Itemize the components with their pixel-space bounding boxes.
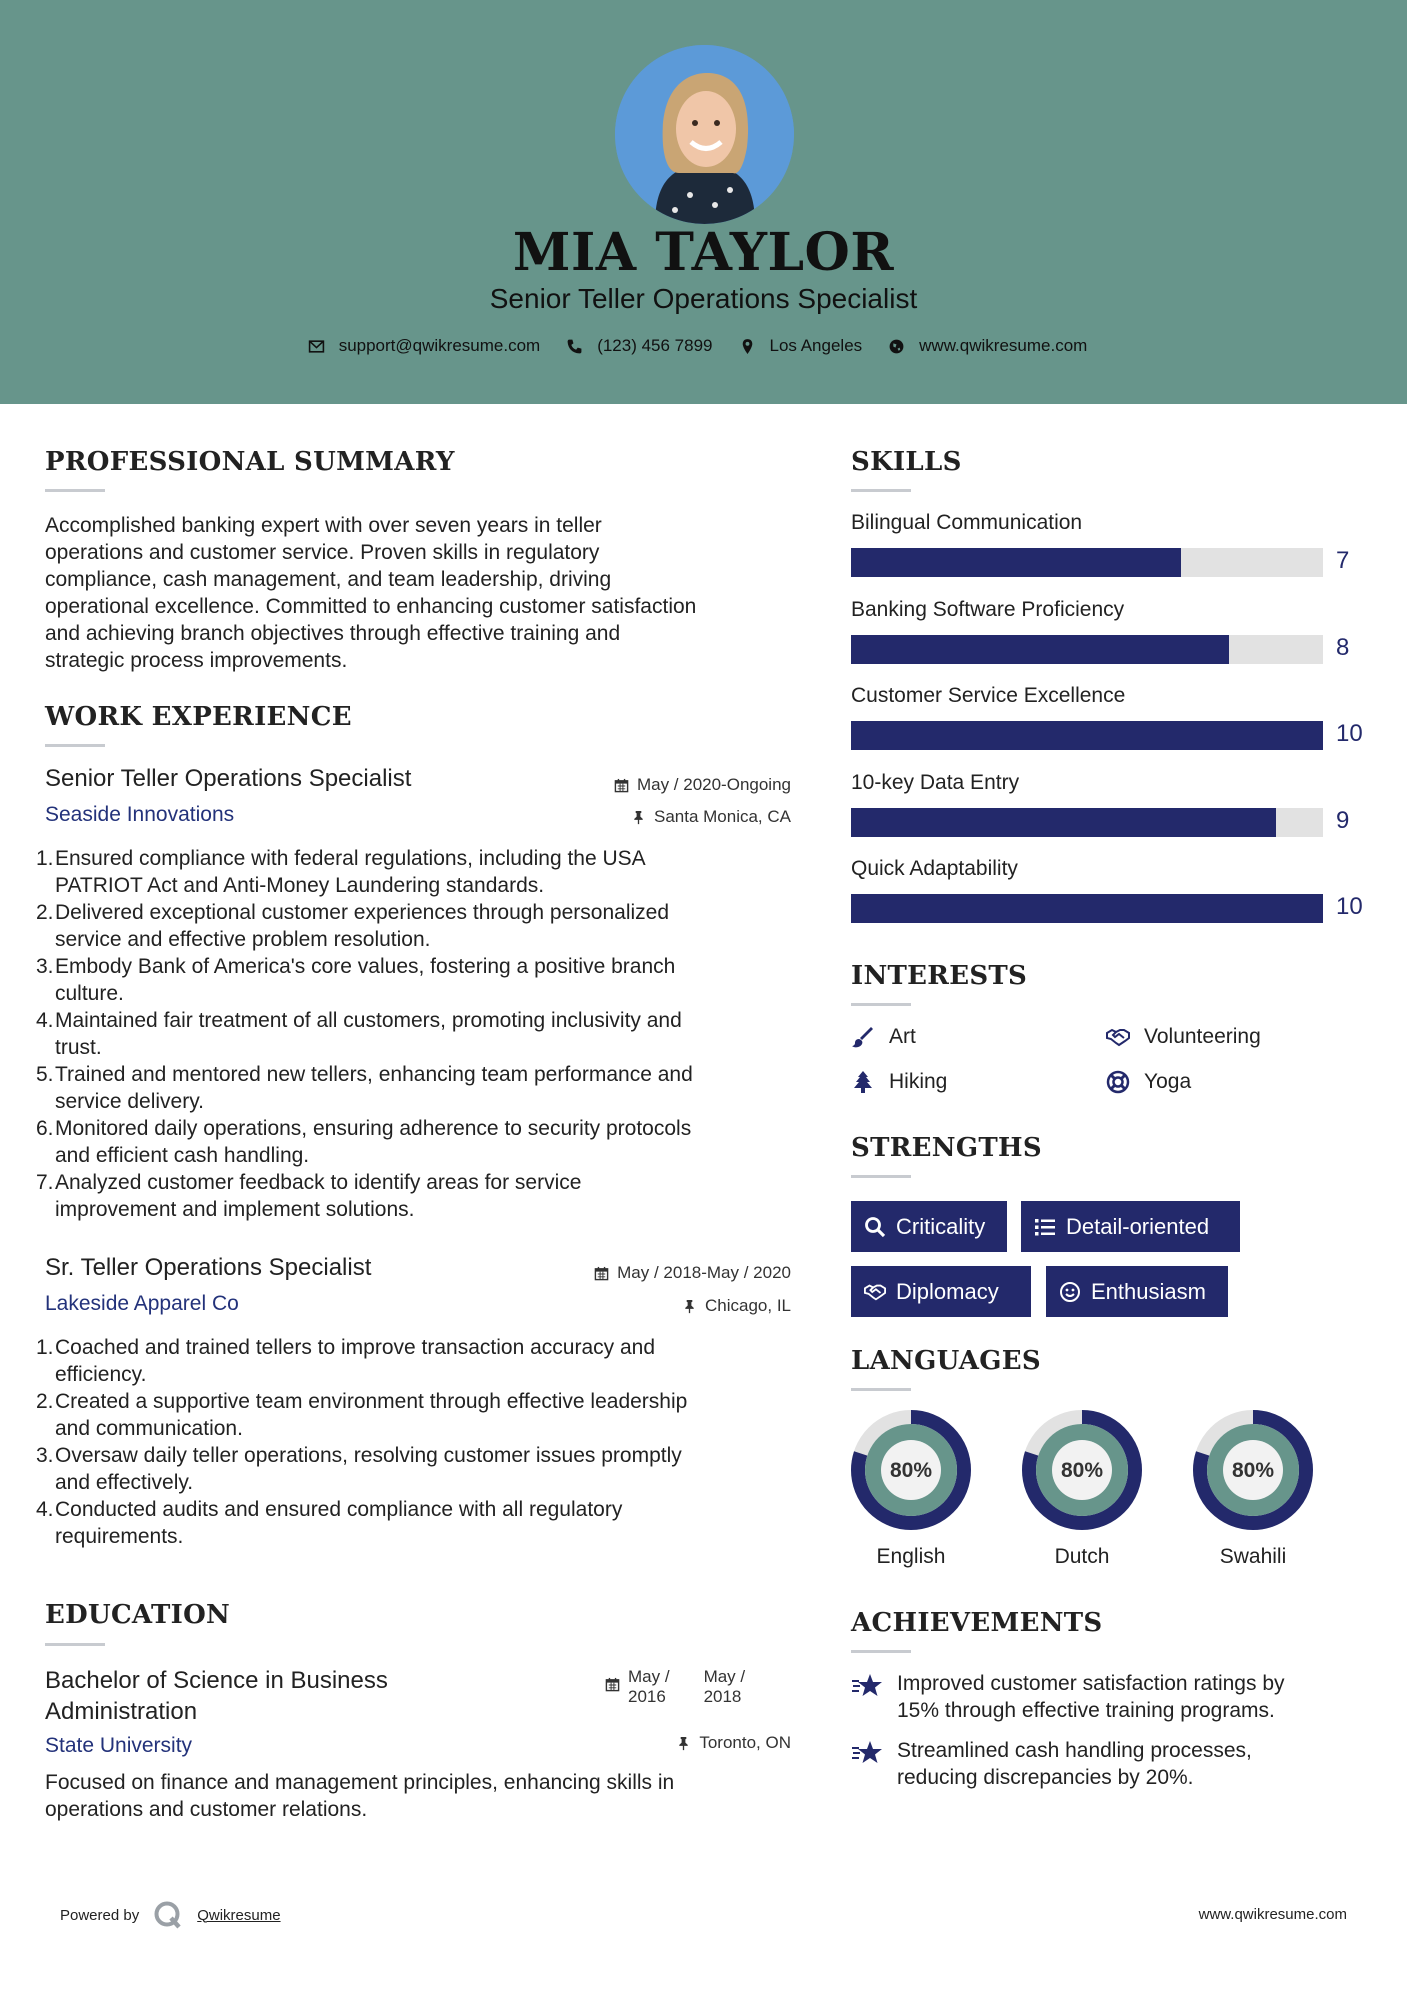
job-dates (614, 775, 791, 795)
skill-bar-fill (851, 721, 1323, 750)
language-name: English (876, 1545, 946, 1568)
list-icon (1034, 1216, 1056, 1238)
education-start: May / 2016 (628, 1667, 670, 1706)
website-text: www.qwikresume.com (919, 336, 1088, 355)
list-item: 3. Embody Bank of America's core values, fostering a positive branch culture. (36, 955, 676, 1005)
summary-line: operations and customer service. Proven skills in regulatory (45, 541, 600, 564)
phone-text: (123) 456 7899 (597, 336, 713, 355)
skill-bar-fill (851, 894, 1323, 923)
education-location (676, 1733, 791, 1753)
section-divider (45, 744, 105, 747)
education-end: May / 2018 (703, 1667, 746, 1706)
list-item: 1. Coached and trained tellers to improve transaction accuracy and efficiency. (36, 1336, 655, 1386)
summary-line: compliance, cash management, and team leadership, driving (45, 568, 612, 591)
achievement-text: Streamlined cash handling processes, reducing discrepancies by 20%. (897, 1739, 1252, 1789)
lifebuoy-icon (1106, 1070, 1130, 1094)
tree-icon (851, 1070, 875, 1094)
education-dates (605, 1667, 745, 1707)
list-item: 1. Ensured compliance with federal regulations, including the USA PATRIOT Act and Anti-Money Laundering standards. (36, 847, 646, 897)
map-pin-icon (739, 338, 756, 355)
language-progress-ring (1021, 1409, 1143, 1531)
skill-value: 7 (1336, 547, 1350, 574)
company-name: Seaside Innovations (45, 803, 235, 826)
school-name: State University (45, 1734, 193, 1757)
candidate-title: Senior Teller Operations Specialist (489, 283, 918, 314)
email-text: support@qwikresume.com (338, 336, 541, 355)
skills-heading: SKILLS (851, 447, 962, 477)
strength-tag-detail-oriented (1021, 1201, 1240, 1252)
calendar-icon (605, 1677, 620, 1692)
summary-heading: PROFESSIONAL SUMMARY (45, 447, 455, 477)
interest-item-art (851, 1025, 916, 1049)
company-name: Lakeside Apparel Co (45, 1292, 239, 1315)
star-icon (851, 1672, 883, 1700)
strength-label: Diplomacy (896, 1278, 999, 1304)
language-item (1021, 1409, 1143, 1569)
job-title: Senior Teller Operations Specialist (45, 765, 412, 792)
list-item: 4. Maintained fair treatment of all customers, promoting inclusivity and trust. (36, 1009, 682, 1059)
section-divider (45, 489, 105, 492)
skill-label: Quick Adaptability (851, 857, 1018, 880)
strength-label: Criticality (896, 1213, 986, 1239)
section-divider (851, 1003, 911, 1006)
job-bullets (36, 845, 806, 1223)
summary-line: Accomplished banking expert with over seven years in teller (45, 514, 602, 537)
summary-line: operational excellence. Committed to enhancing customer satisfaction (45, 595, 697, 618)
envelope-icon (308, 338, 325, 355)
contact-email[interactable] (308, 336, 541, 356)
skill-label: Bilingual Communication (851, 511, 1083, 534)
strengths-heading: STRENGTHS (851, 1133, 1042, 1163)
job-location-text: Chicago, IL (705, 1296, 791, 1315)
strength-tag-diplomacy (851, 1266, 1031, 1317)
language-name: Swahili (1219, 1545, 1287, 1568)
language-progress-ring (850, 1409, 972, 1531)
interest-item-yoga (1106, 1070, 1191, 1094)
language-name: Dutch (1054, 1545, 1110, 1568)
job-dates-text: May / 2020-Ongoing (636, 775, 791, 794)
list-item: 6. Monitored daily operations, ensuring adherence to security protocols and efficient cash handling. (36, 1117, 692, 1167)
list-item: 7. Analyzed customer feedback to identify areas for service improvement and implement solutions. (36, 1171, 582, 1221)
language-progress-ring (1192, 1409, 1314, 1531)
search-icon (864, 1216, 886, 1238)
skill-value: 10 (1336, 720, 1363, 747)
star-icon (851, 1739, 883, 1767)
calendar-icon (594, 1266, 609, 1281)
section-divider (851, 489, 911, 492)
list-item: 5. Trained and mentored new tellers, enhancing team performance and service delivery. (36, 1063, 693, 1113)
section-divider (851, 1175, 911, 1178)
interest-label: Hiking (889, 1070, 948, 1093)
experience-heading: WORK EXPERIENCE (45, 702, 352, 732)
strength-tag-enthusiasm (1046, 1266, 1228, 1317)
list-item: 2. Created a supportive team environment through effective leadership and communication. (36, 1390, 688, 1440)
job-title: Sr. Teller Operations Specialist (45, 1254, 372, 1281)
summary-line: and achieving branch objectives through effective training and (45, 622, 621, 645)
location-text: Los Angeles (769, 336, 863, 355)
qwikresume-link[interactable]: Qwikresume (197, 1906, 281, 1924)
job-location-text: Santa Monica, CA (653, 807, 791, 826)
achievement-item (851, 1670, 1351, 1724)
skill-value: 9 (1336, 806, 1350, 834)
strength-label: Detail-oriented (1066, 1213, 1210, 1239)
interest-label: Art (889, 1025, 916, 1048)
contact-phone[interactable] (566, 336, 712, 356)
job-dates-text: May / 2018-May / 2020 (617, 1263, 791, 1282)
phone-icon (566, 338, 583, 355)
section-divider (851, 1388, 911, 1391)
education-description: Focused on finance and management principles, enhancing skills in operations and customer relations. (45, 1771, 675, 1821)
qwikresume-logo-icon (153, 1900, 183, 1930)
footer-website[interactable]: www.qwikresume.com (1198, 1906, 1347, 1923)
achievement-item (851, 1737, 1351, 1791)
section-divider (851, 1650, 911, 1653)
smile-icon (1059, 1281, 1081, 1303)
candidate-name: MIA TAYLOR (512, 222, 895, 283)
interest-item-volunteering (1106, 1025, 1261, 1049)
language-percent: 80% (1231, 1459, 1275, 1482)
skill-bar-track (851, 894, 1323, 923)
interest-item-hiking (851, 1070, 947, 1094)
list-item: 2. Delivered exceptional customer experiences through personalized service and effective problem resolution. (36, 901, 670, 951)
summary-text (45, 512, 696, 674)
paintbrush-icon (851, 1025, 875, 1049)
skill-bar-fill (851, 635, 1229, 664)
language-percent: 80% (889, 1459, 933, 1482)
achievement-text: Improved customer satisfaction ratings by 15% through effective training programs. (897, 1672, 1285, 1722)
skill-label: 10-key Data Entry (851, 770, 1020, 794)
strength-tag-criticality (851, 1201, 1007, 1252)
skill-value: 10 (1336, 893, 1363, 920)
language-percent: 80% (1060, 1459, 1104, 1482)
footer-brand (60, 1900, 281, 1930)
handshake-icon (1106, 1025, 1130, 1049)
contact-location (739, 336, 863, 356)
list-item: 3. Oversaw daily teller operations, resolving customer issues promptly and effectively. (36, 1444, 682, 1494)
languages-heading: LANGUAGES (851, 1346, 1041, 1376)
language-item (850, 1409, 972, 1569)
handshake-icon (864, 1281, 886, 1303)
skill-label: Customer Service Excellence (851, 684, 1126, 707)
globe-icon (888, 338, 905, 355)
skill-bar-fill (851, 548, 1181, 577)
skill-label: Banking Software Proficiency (851, 597, 1125, 621)
profile-photo (615, 45, 794, 224)
resume-header (0, 0, 1407, 404)
interest-label: Yoga (1144, 1070, 1192, 1093)
skill-bar-track (851, 548, 1323, 577)
calendar-icon (614, 778, 629, 793)
language-item (1192, 1409, 1314, 1569)
skill-bar-fill (851, 808, 1276, 837)
pushpin-icon (631, 810, 646, 825)
interest-label: Volunteering (1144, 1025, 1261, 1048)
pushpin-icon (676, 1736, 691, 1751)
education-heading: EDUCATION (45, 1600, 231, 1630)
summary-line: strategic process improvements. (45, 649, 348, 672)
job-location (631, 807, 791, 827)
contact-bar (0, 336, 1407, 356)
skill-bar-track (851, 635, 1323, 664)
skill-value: 8 (1336, 633, 1350, 661)
degree-title: Bachelor of Science in Business Administration (45, 1667, 388, 1725)
contact-website[interactable] (888, 336, 1087, 356)
section-divider (45, 1643, 105, 1646)
job-location (682, 1296, 791, 1316)
job-bullets (36, 1334, 806, 1550)
powered-by-text: Powered by (60, 1906, 140, 1924)
pushpin-icon (682, 1299, 697, 1314)
list-item: 4. Conducted audits and ensured compliance with all regulatory requirements. (36, 1498, 623, 1548)
interests-heading: INTERESTS (851, 961, 1028, 991)
strength-label: Enthusiasm (1091, 1278, 1206, 1304)
achievements-heading: ACHIEVEMENTS (851, 1608, 1103, 1638)
skill-bar-track (851, 808, 1323, 837)
skill-bar-track (851, 721, 1323, 750)
job-dates (594, 1263, 791, 1283)
education-location-text: Toronto, ON (699, 1733, 791, 1752)
